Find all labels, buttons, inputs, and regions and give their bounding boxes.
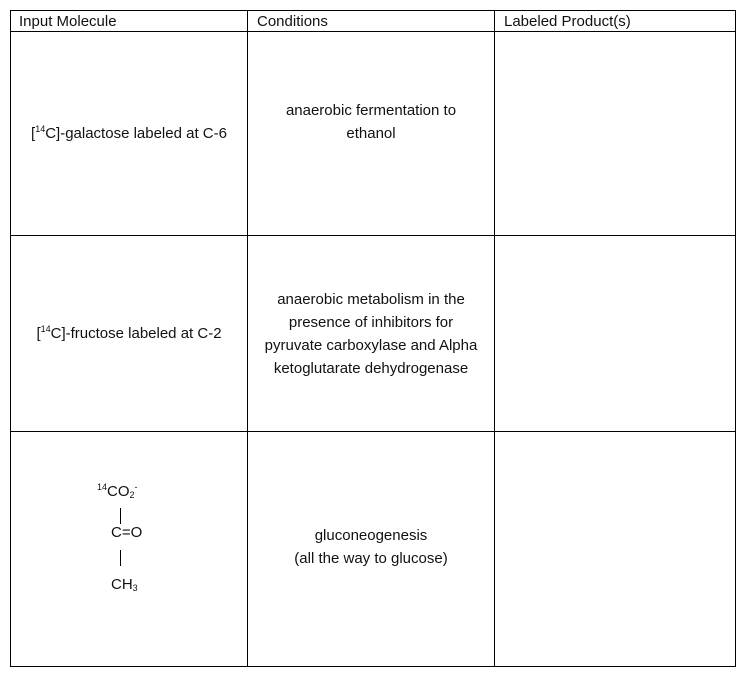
header-labeled-products: Labeled Product(s)	[495, 10, 736, 32]
row1-conditions: anaerobic fermentation to ethanol	[248, 32, 495, 236]
fructose-label: [$^{14}$C]-fructose labeled at C-2	[36, 324, 222, 342]
header-conditions: Conditions	[248, 10, 495, 32]
row1-labeled-products	[495, 32, 736, 236]
bond-top	[120, 508, 121, 524]
methyl-group: $CH_3$	[111, 576, 138, 593]
row1-input-molecule	[10, 32, 248, 236]
glucose-note-text: (all the way to glucose)	[294, 550, 448, 567]
carboxylate-group: $^{14}CO_2^-$	[97, 482, 138, 500]
row3-conditions	[248, 432, 495, 667]
row3-input-molecule	[10, 432, 248, 667]
row2-input-molecule	[10, 236, 248, 432]
row2-labeled-products	[495, 236, 736, 432]
galactose-label: [$^{14}$C]-galactose labeled at C-6	[31, 124, 227, 142]
pyruvate-structure	[97, 482, 177, 612]
header-input-molecule: Input Molecule	[10, 10, 248, 32]
row3-labeled-products	[495, 432, 736, 667]
gluconeogenesis-text: gluconeogenesis	[314, 527, 428, 544]
bond-bottom	[120, 550, 121, 566]
row2-conditions: anaerobic metabolism in the presence of inhibitors for pyruvate carboxylase and Alpha ketoglutarate dehydrogenase	[248, 236, 495, 432]
carbonyl-group: C=O	[111, 524, 143, 541]
metabolism-table	[10, 10, 736, 667]
